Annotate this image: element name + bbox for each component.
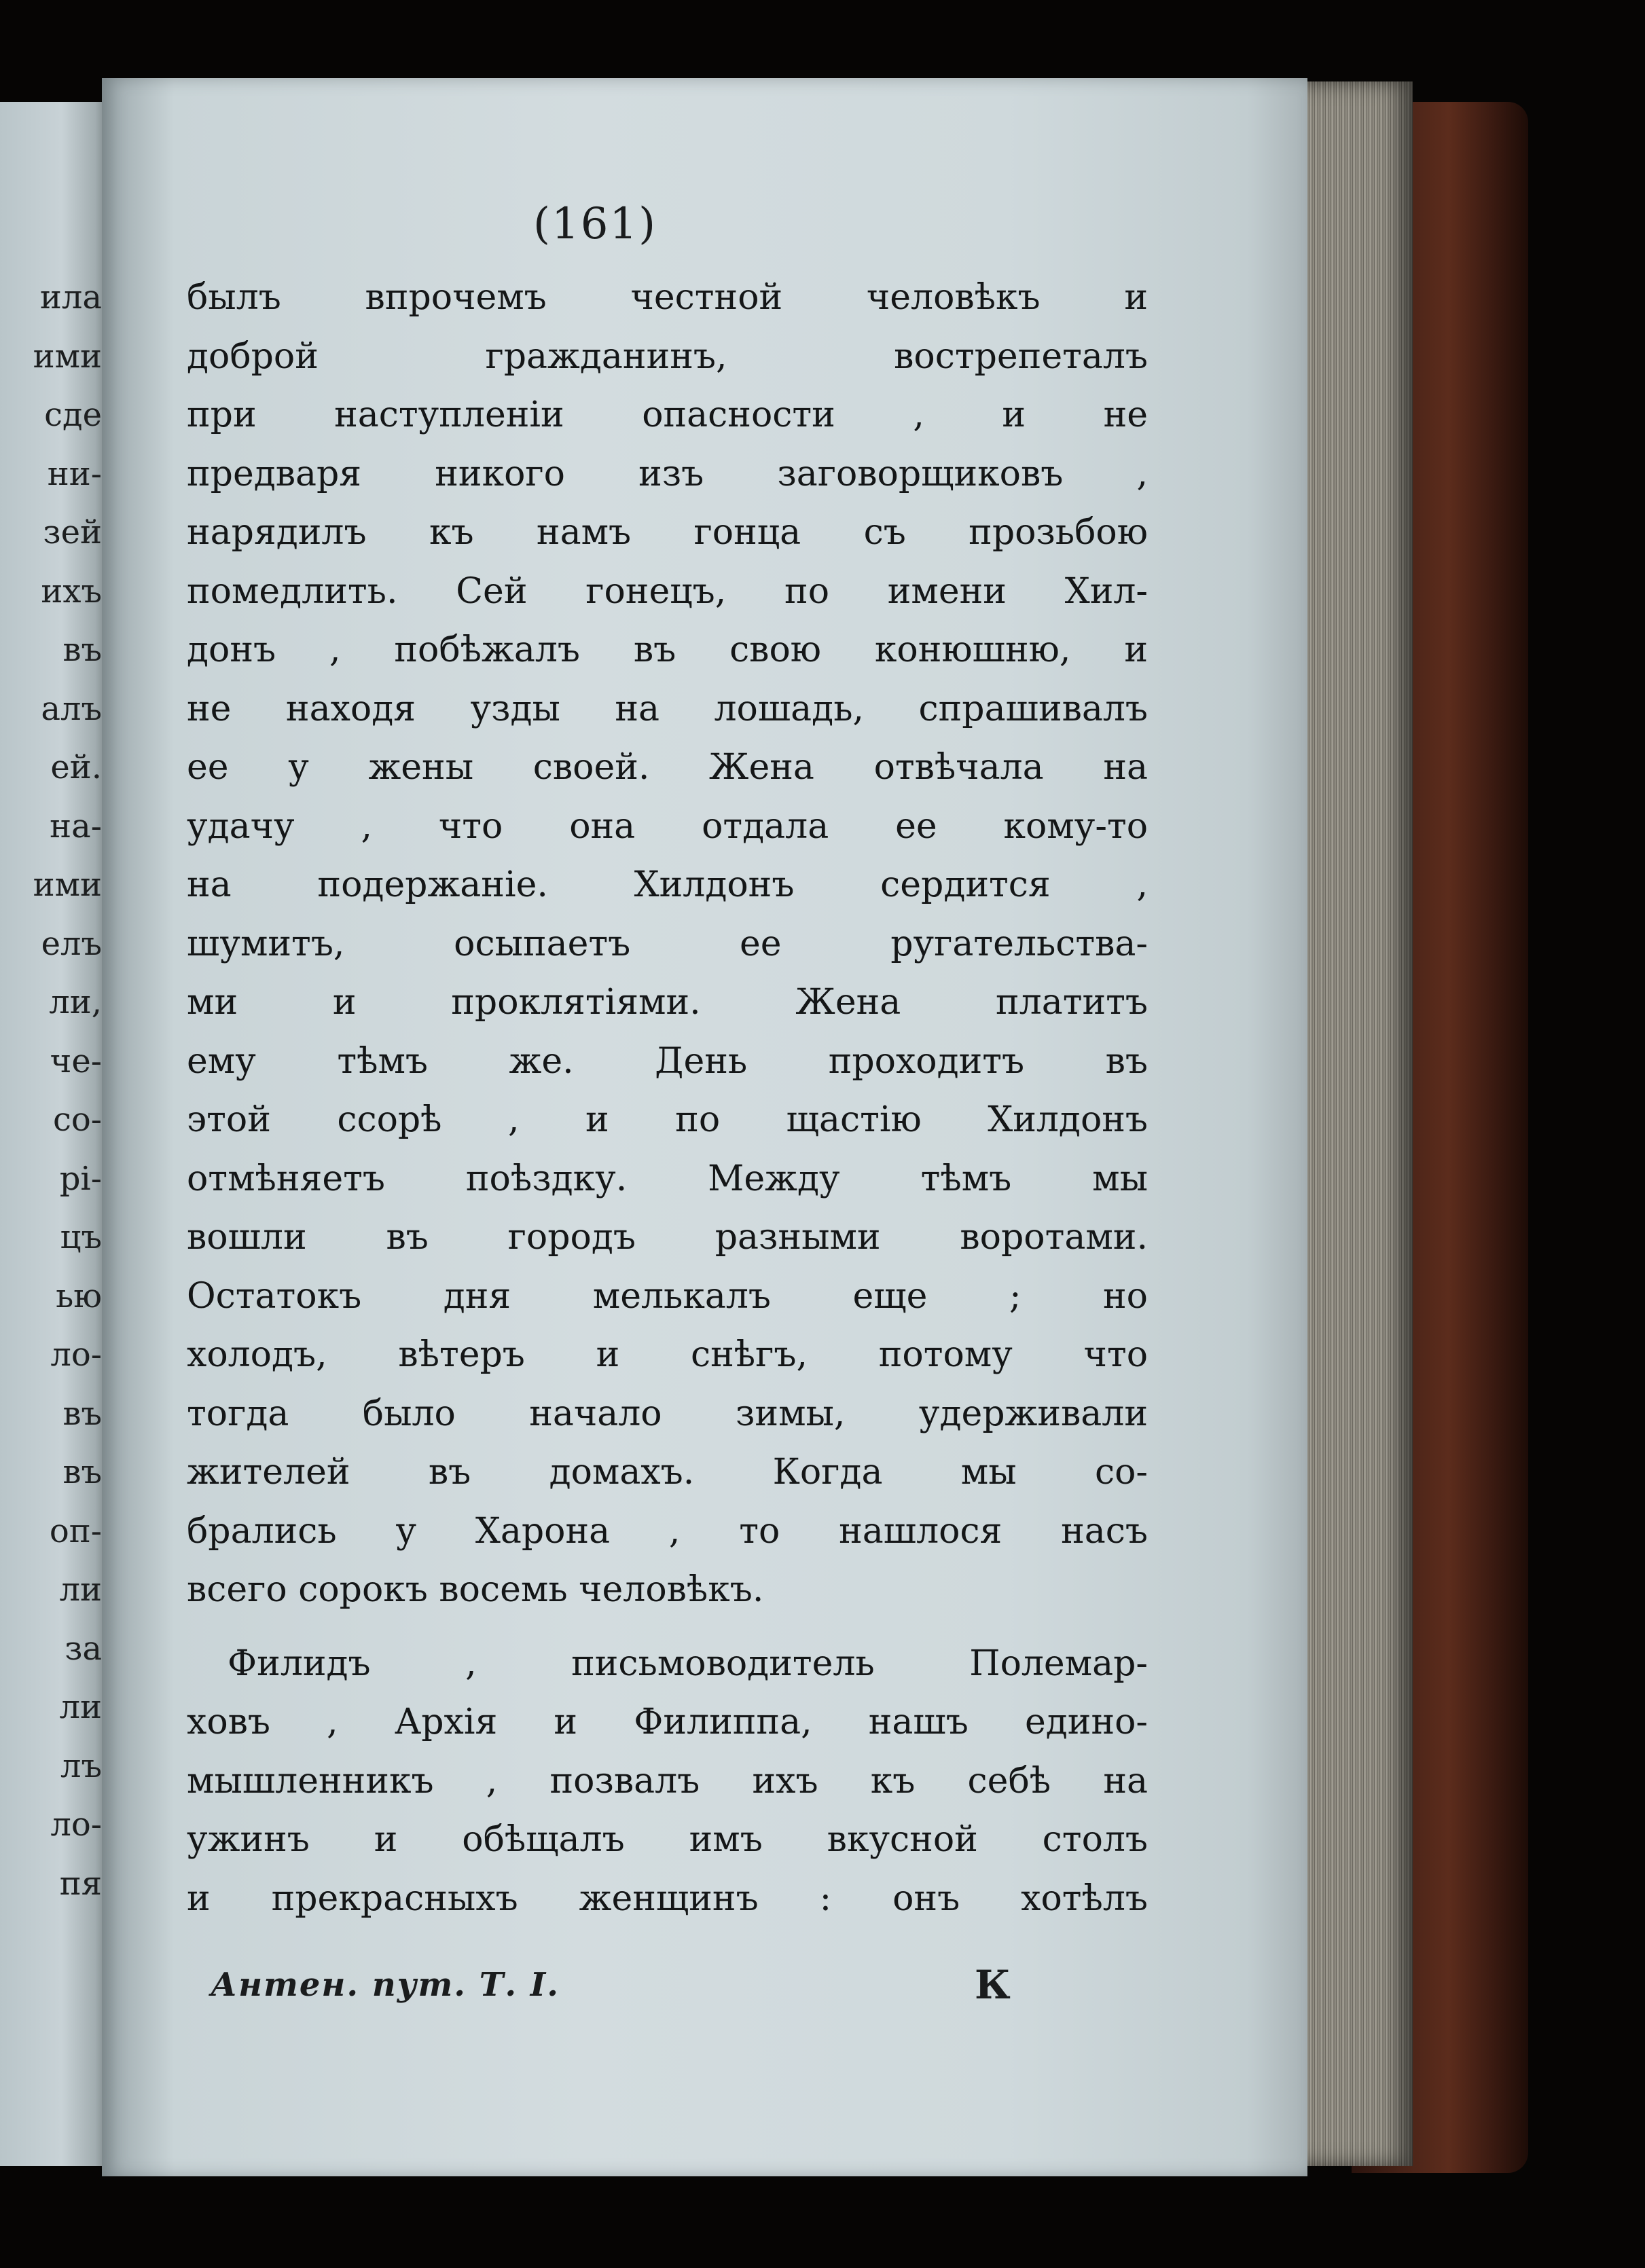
left-line: елъ — [41, 924, 102, 963]
text-line: ему тѣмъ же. День проходитъ въ — [187, 1040, 1148, 1082]
text-line: брались у Харона , то нашлося насъ — [187, 1510, 1148, 1552]
left-line: за — [65, 1629, 102, 1668]
left-line: въ — [62, 1394, 102, 1433]
text-line: отмѣняетъ поѣздку. Между тѣмъ мы — [187, 1158, 1148, 1199]
text-line: вошли въ городъ разными воротами. — [187, 1217, 1148, 1258]
text-line: на подержаніе. Хилдонъ сердится , — [187, 864, 1148, 905]
left-line: въ — [62, 631, 102, 669]
text-line: былъ впрочемъ честной человѣкъ и — [187, 277, 1148, 318]
text-line: при наступленіи опасности , и не — [187, 395, 1148, 435]
left-line: сде — [44, 396, 102, 434]
left-line: ими — [33, 337, 102, 376]
left-page — [0, 102, 112, 2166]
left-line: со- — [53, 1101, 102, 1139]
page-number: (161) — [533, 199, 657, 249]
left-line: че- — [50, 1042, 102, 1080]
signature-line: Антен. пут. Т. I. — [211, 1966, 560, 2004]
sheet-signature-mark: К — [975, 1962, 1011, 2008]
left-line: лъ — [60, 1746, 102, 1785]
left-line: въ — [62, 1453, 102, 1491]
left-line: рі- — [59, 1159, 102, 1198]
text-line: жителей въ домахъ. Когда мы со- — [187, 1452, 1148, 1493]
text-line: донъ , побѣжалъ въ свою конюшню, и — [187, 629, 1148, 670]
text-line: не находя узды на лошадь, спрашивалъ — [187, 688, 1148, 729]
page-footer — [211, 1962, 1229, 2008]
text-line: всего сорокъ восемь человѣкъ. — [187, 1569, 764, 1610]
left-line: ью — [56, 1277, 102, 1315]
left-line: алъ — [41, 689, 102, 728]
text-line: ужинъ и обѣщалъ имъ вкусной столъ — [187, 1819, 1148, 1860]
text-line: Остатокъ дня мелькалъ еще ; но — [187, 1275, 1148, 1317]
left-line: ила — [39, 278, 102, 316]
left-line: ей. — [50, 748, 102, 786]
left-line: ло- — [50, 1336, 102, 1374]
left-line: ли — [59, 1571, 102, 1609]
left-line: ло- — [50, 1806, 102, 1844]
left-line: зей — [43, 513, 102, 551]
left-page-text — [0, 268, 102, 1913]
text-line: нарядилъ къ намъ гонца съ прозьбою — [187, 512, 1148, 553]
text-line: ми и проклятіями. Жена платитъ — [187, 982, 1148, 1023]
text-line: удачу , что она отдала ее кому-то — [187, 805, 1148, 847]
paragraph-break — [187, 1620, 1148, 1634]
text-line: Филидъ , письмоводитель Полемар- — [228, 1643, 1148, 1684]
left-line: ли, — [49, 983, 102, 1021]
text-line: холодъ, вѣтеръ и снѣгъ, потому что — [187, 1334, 1148, 1375]
text-line: тогда было начало зимы, удерживали — [187, 1393, 1148, 1434]
text-line: предваря никого изъ заговорщиковъ , — [187, 453, 1148, 494]
left-line: оп- — [49, 1512, 102, 1550]
left-line: ли — [59, 1688, 102, 1726]
body-text — [187, 268, 1148, 1928]
left-line: на- — [50, 807, 102, 845]
text-line: помедлить. Сей гонецъ, по имени Хил- — [187, 570, 1148, 612]
right-page — [102, 78, 1307, 2176]
text-line: ее у жены своей. Жена отвѣчала на — [187, 747, 1148, 788]
text-line: шумитъ, осыпаетъ ее ругательства- — [187, 923, 1148, 964]
text-line: ховъ , Архія и Филиппа, нашъ едино- — [187, 1702, 1148, 1742]
text-line: и прекрасныхъ женщинъ : онъ хотѣлъ — [187, 1878, 1148, 1919]
text-line: мышленникъ , позвалъ ихъ къ себѣ на — [187, 1760, 1148, 1801]
left-line: ими — [33, 866, 102, 904]
text-line: доброй гражданинъ, вострепеталъ — [187, 335, 1148, 377]
left-line: цъ — [60, 1218, 102, 1256]
left-line: пя — [59, 1864, 102, 1903]
text-line: этой ссорѣ , и по щастію Хилдонъ — [187, 1099, 1148, 1140]
left-line: ни- — [47, 454, 102, 493]
left-line: ихъ — [41, 572, 102, 610]
